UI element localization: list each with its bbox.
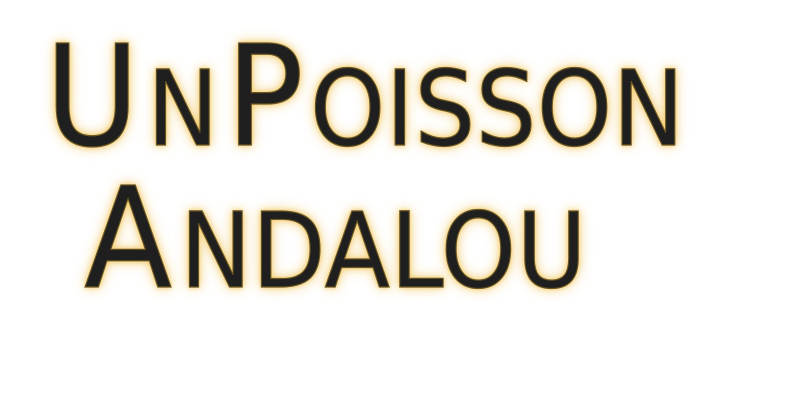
logo-initial-u: U	[45, 16, 140, 179]
logo-rest-ndalou: NDALOU	[179, 190, 587, 312]
logo-line-1	[45, 16, 785, 179]
logo-word-andalou	[84, 158, 622, 321]
logo-word-poisson	[225, 16, 718, 179]
logo-rest-oisson: OISSON	[310, 48, 685, 170]
logo-word-un	[45, 16, 226, 179]
logo-rest-n: N	[147, 48, 220, 170]
logo-initial-p: P	[225, 16, 304, 179]
logo-initial-a: A	[84, 158, 173, 321]
logo-line-2	[84, 158, 744, 321]
